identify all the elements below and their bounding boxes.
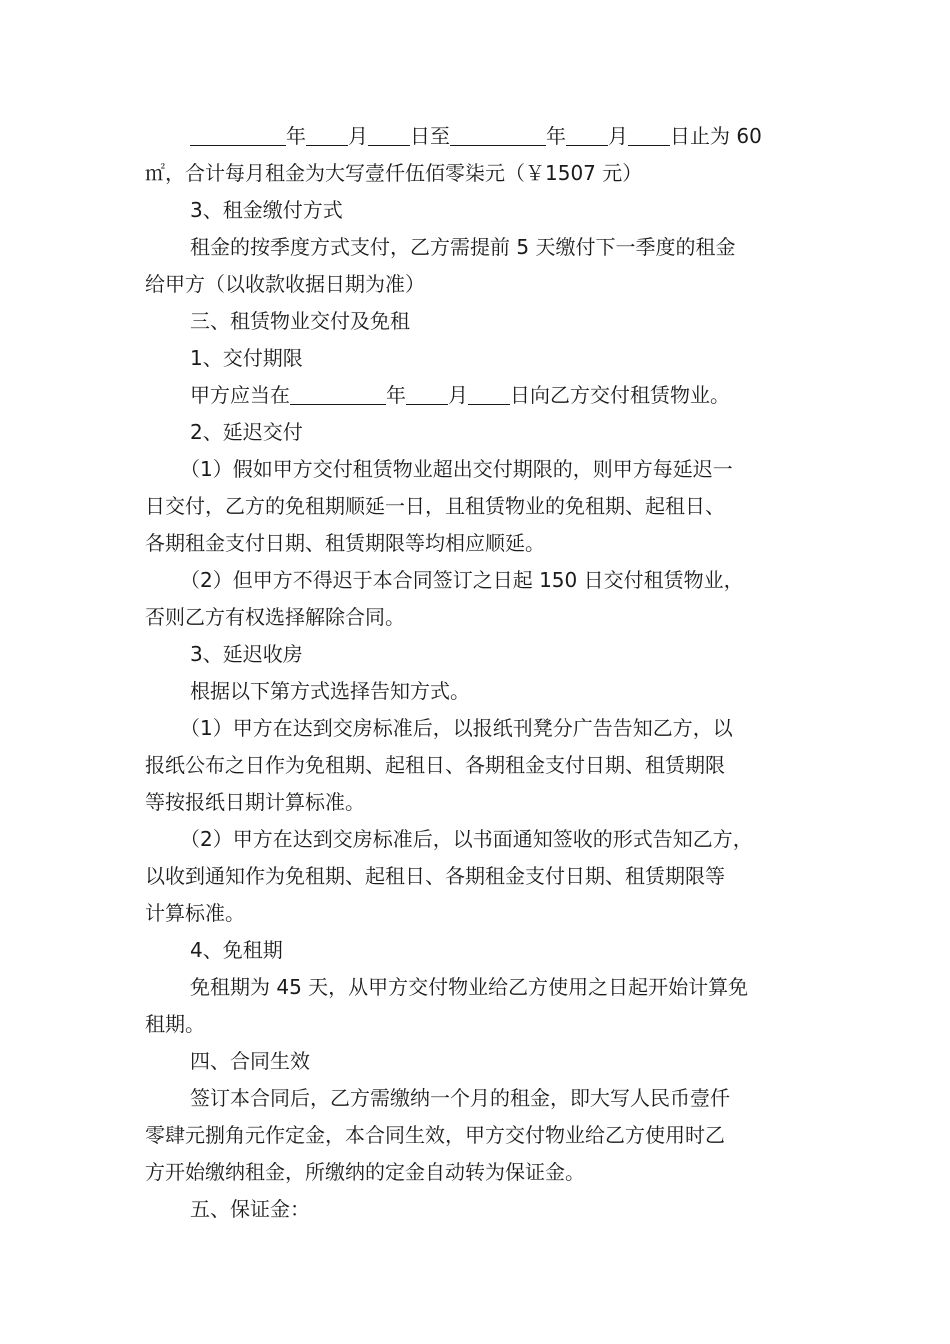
text-segment: 年	[286, 124, 306, 148]
text-segment: 月	[348, 124, 368, 148]
paragraph-line: （2）甲方在达到交房标准后，以书面通知签收的形式告知乙方，	[180, 827, 753, 851]
paragraph-line: （1）甲方在达到交房标准后，以报纸刊凳分广告告知乙方，以	[180, 716, 733, 740]
paragraph-line: 各期租金支付日期、租赁期限等均相应顺延。	[145, 531, 545, 555]
paragraph-line: 给甲方（以收款收据日期为准）	[145, 272, 425, 296]
text-segment: 月	[448, 383, 468, 407]
delivery-deadline-line	[145, 377, 810, 414]
paragraph-line: 日交付，乙方的免租期顺延一日，且租赁物业的免租期、起租日、	[145, 494, 725, 518]
paragraph-line: 以收到通知作为免租期、起租日、各期租金支付日期、租赁期限等	[145, 864, 725, 888]
paragraph-line: 租期。	[145, 1012, 205, 1036]
section-heading: 1、交付期限	[190, 346, 303, 370]
section-heading: 3、租金缴付方式	[190, 198, 343, 222]
text-segment: 年	[386, 383, 406, 407]
blank-field[interactable]	[190, 123, 286, 146]
text-segment: 日向乙方交付租赁物业。	[510, 383, 730, 407]
paragraph-line: 租金的按季度方式支付，乙方需提前 5 天缴付下一季度的租金	[190, 235, 736, 259]
text-segment: 年	[546, 124, 566, 148]
paragraph-line: 签订本合同后，乙方需缴纳一个月的租金，即大写人民币壹仟	[190, 1086, 730, 1110]
paragraph-line: 计算标准。	[145, 901, 245, 925]
paragraph-line: （1）假如甲方交付租赁物业超出交付期限的，则甲方每延迟一	[180, 457, 733, 481]
blank-field[interactable]	[406, 382, 448, 405]
blank-field[interactable]	[450, 123, 546, 146]
paragraph-line: 否则乙方有权选择解除合同。	[145, 605, 405, 629]
text-segment: 甲方应当在	[190, 383, 290, 407]
blank-field[interactable]	[368, 123, 410, 146]
paragraph-line: ㎡，合计每月租金为大写壹仟伍佰零柒元（￥1507 元）	[145, 161, 643, 185]
text-segment: 月	[608, 124, 628, 148]
document-body	[145, 118, 810, 1228]
blank-field[interactable]	[468, 382, 510, 405]
blank-field[interactable]	[306, 123, 348, 146]
section-heading: 4、免租期	[190, 938, 283, 962]
paragraph-line: 报纸公布之日作为免租期、起租日、各期租金支付日期、租赁期限	[145, 753, 725, 777]
text-segment: 日至	[410, 124, 450, 148]
section-heading: 五、保证金：	[190, 1197, 310, 1221]
paragraph-line: 等按报纸日期计算标准。	[145, 790, 365, 814]
paragraph-line: 方开始缴纳租金，所缴纳的定金自动转为保证金。	[145, 1160, 585, 1184]
blank-field[interactable]	[566, 123, 608, 146]
lease-period-line	[145, 118, 810, 155]
paragraph-line: 免租期为 45 天，从甲方交付物业给乙方使用之日起开始计算免	[190, 975, 749, 999]
paragraph-line: 根据以下第方式选择告知方式。	[190, 679, 470, 703]
text-segment: 日止为 60	[670, 124, 762, 148]
blank-field[interactable]	[628, 123, 670, 146]
paragraph-line: 零肆元捌角元作定金，本合同生效，甲方交付物业给乙方使用时乙	[145, 1123, 725, 1147]
section-heading: 三、租赁物业交付及免租	[190, 309, 410, 333]
section-heading: 2、延迟交付	[190, 420, 303, 444]
blank-field[interactable]	[290, 382, 386, 405]
paragraph-line: （2）但甲方不得迟于本合同签订之日起 150 日交付租赁物业，	[180, 568, 744, 592]
section-heading: 四、合同生效	[190, 1049, 310, 1073]
section-heading: 3、延迟收房	[190, 642, 303, 666]
